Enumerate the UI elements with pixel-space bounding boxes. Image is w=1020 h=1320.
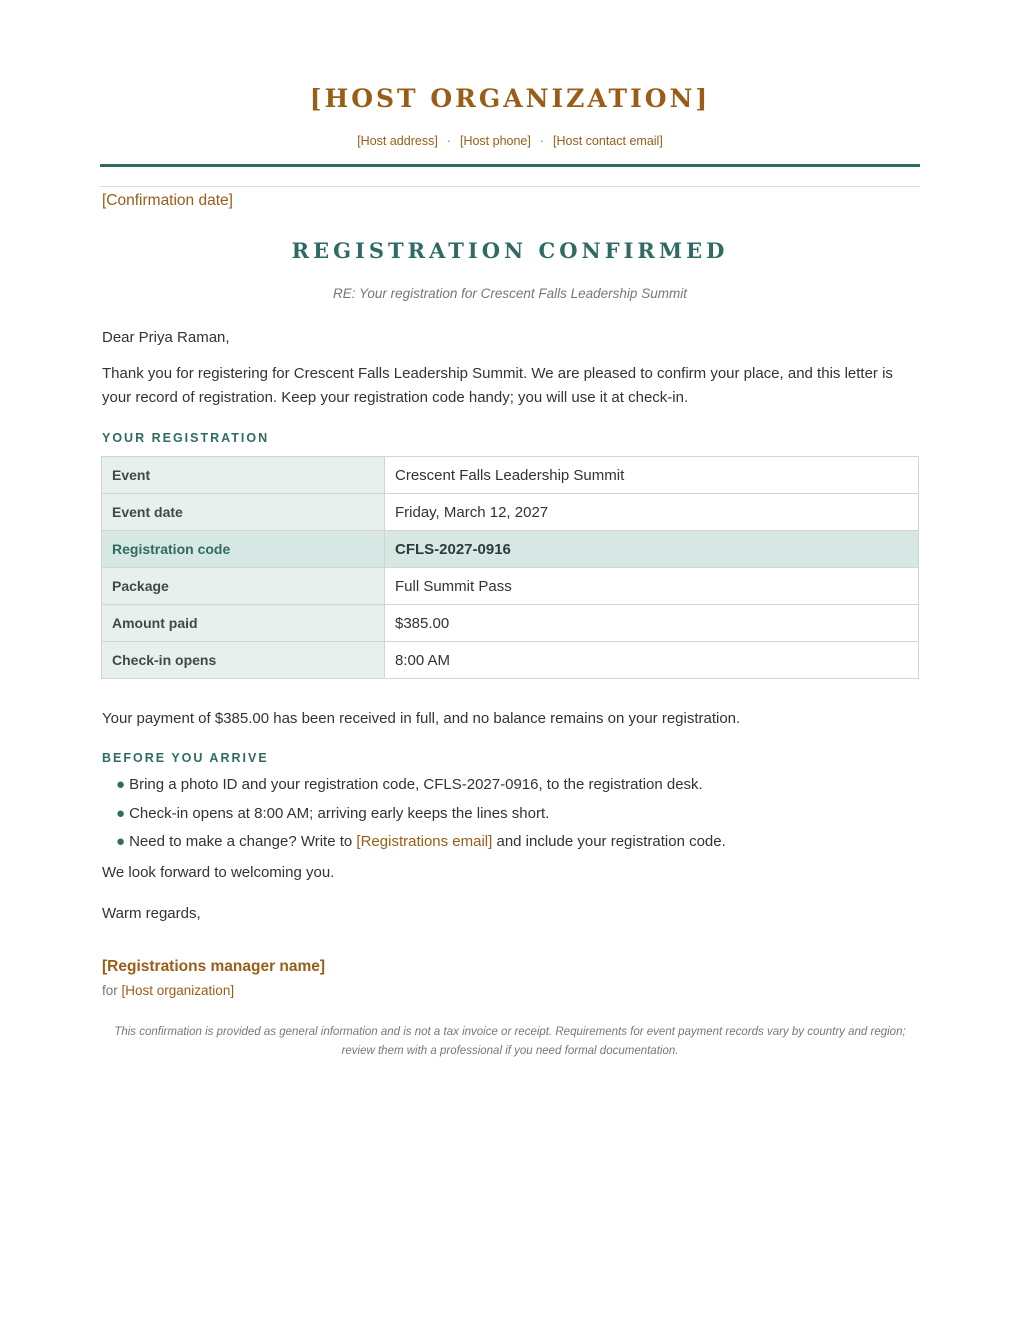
disclaimer: This confirmation is provided as general information and is not a tax invoice or receipt. Requirements for event payment records vary by country and region; review them with a professional if you need formal documentation.	[114, 1026, 906, 1057]
sign-off: Warm regards,	[102, 905, 201, 922]
list-item-text: Need to make a change? Write to	[129, 833, 357, 850]
row-label: Event date	[102, 494, 385, 531]
row-value: $385.00	[385, 605, 919, 642]
host-phone: [Host phone]	[459, 134, 531, 148]
row-value: Friday, March 12, 2027	[385, 494, 919, 531]
row-label: Check-in opens	[102, 642, 385, 679]
row-label: Amount paid	[102, 605, 385, 642]
host-email: [Host contact email]	[553, 134, 663, 148]
row-value: Full Summit Pass	[385, 568, 919, 605]
row-label: Registration code	[102, 531, 385, 568]
separator: ·	[446, 134, 451, 148]
registration-heading: YOUR REGISTRATION	[102, 431, 270, 445]
registration-code: CFLS-2027-0916	[385, 531, 919, 568]
contact-line	[100, 134, 920, 148]
table-row	[102, 605, 919, 642]
bullet-icon: ●	[116, 804, 126, 822]
letterhead	[100, 84, 920, 148]
host-organization: [Host organization]	[121, 983, 235, 998]
letter-title: REGISTRATION CONFIRMED	[291, 238, 729, 263]
table-row	[102, 494, 919, 531]
re-line: RE: Your registration for Crescent Falls Leadership Summit	[333, 286, 687, 301]
confirmation-date: [Confirmation date]	[102, 192, 233, 209]
signer-name: [Registrations manager name]	[102, 958, 326, 975]
registration-table	[101, 456, 919, 679]
divider	[100, 186, 920, 187]
greeting: Dear Priya Raman,	[102, 329, 230, 346]
intro-paragraph: Thank you for registering for Crescent Falls Leadership Summit. We are pleased to confirm your place, and this letter is your record of registration. Keep your registration code handy; you will use it at check-in.	[102, 365, 893, 406]
bullet-icon: ●	[116, 776, 126, 793]
table-row	[102, 457, 919, 494]
registrations-email: [Registrations email]	[356, 833, 493, 850]
payment-note: Your payment of $385.00 has been received in full, and no balance remains on your registration.	[102, 710, 741, 727]
list-item	[116, 804, 726, 824]
for-prefix: for	[102, 983, 122, 998]
row-label: Event	[102, 457, 385, 494]
row-label: Package	[102, 568, 385, 605]
closing-line: We look forward to welcoming you.	[102, 864, 335, 881]
separator: ·	[539, 134, 545, 148]
organization-name: [HOST ORGANIZATION]	[309, 84, 711, 113]
bullet-icon: ●	[116, 833, 126, 850]
row-value: Crescent Falls Leadership Summit	[385, 457, 919, 494]
list-item	[116, 775, 726, 795]
list-item-text: and include your registration code.	[492, 833, 726, 850]
before-arrive-heading: BEFORE YOU ARRIVE	[102, 751, 269, 765]
signer-organization	[102, 983, 234, 998]
list-item-text: Check-in opens at 8:00 AM; arriving early keeps the lines short.	[129, 804, 550, 822]
table-row	[102, 568, 919, 605]
header-rule	[100, 164, 920, 167]
arrival-list	[116, 775, 726, 861]
host-address: [Host address]	[357, 134, 438, 148]
row-value: 8:00 AM	[385, 642, 919, 679]
table-row	[102, 642, 919, 679]
list-item	[116, 832, 726, 852]
list-item-text: Bring a photo ID and your registration code, CFLS-2027-0916, to the registration desk.	[129, 776, 703, 793]
table-row-highlighted	[102, 531, 919, 568]
